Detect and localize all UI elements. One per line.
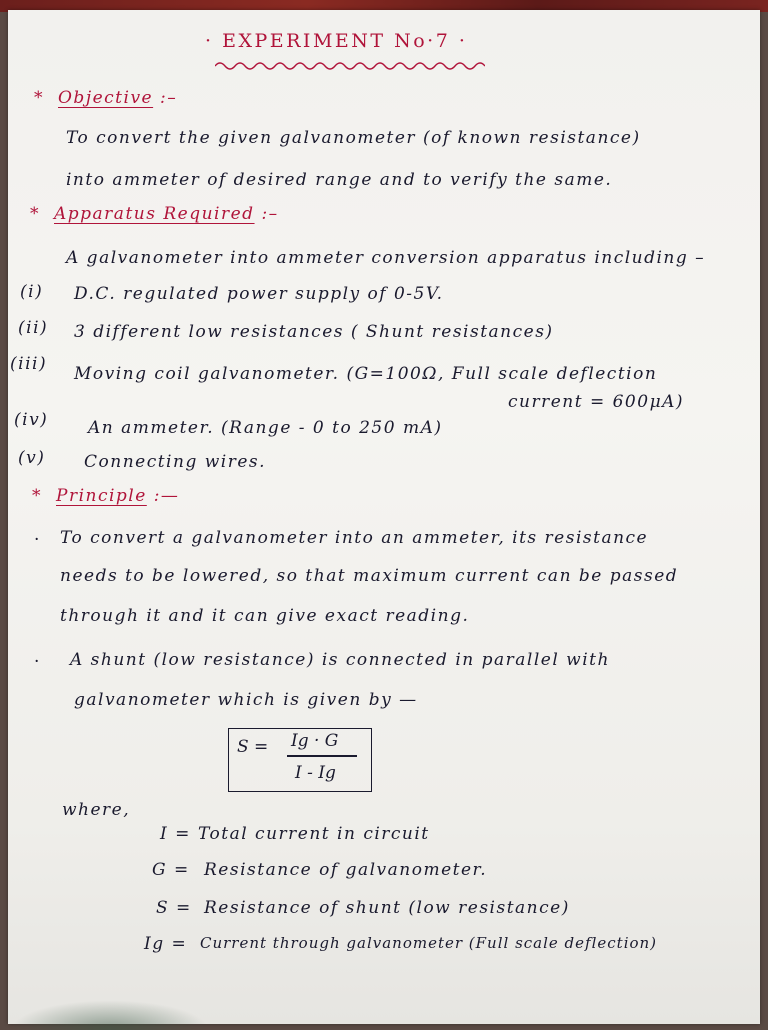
title-underline bbox=[215, 60, 485, 72]
formula-denominator: I - Ig bbox=[295, 763, 336, 783]
apparatus-intro: A galvanometer into ammeter conversion apparatus including – bbox=[66, 248, 706, 268]
apparatus-heading: * Apparatus Required :– bbox=[30, 204, 279, 224]
list-item-number: (iii) bbox=[10, 354, 48, 374]
list-item-number: (iv) bbox=[14, 410, 49, 430]
definition-text: Resistance of shunt (low resistance) bbox=[204, 898, 570, 918]
star-icon: * bbox=[32, 486, 42, 506]
list-item: 3 different low resistances ( Shunt resistances) bbox=[74, 322, 554, 342]
star-icon: * bbox=[34, 88, 44, 108]
principle-line: A shunt (low resistance) is connected in parallel with bbox=[70, 650, 610, 670]
list-item: Connecting wires. bbox=[84, 452, 267, 472]
definition-symbol: I = bbox=[160, 824, 191, 844]
objective-heading: * Objective :– bbox=[34, 88, 178, 108]
list-item: An ammeter. (Range - 0 to 250 mA) bbox=[88, 418, 443, 438]
definition-symbol: G = bbox=[152, 860, 190, 880]
star-icon: * bbox=[30, 204, 40, 224]
list-item-number: (ii) bbox=[18, 318, 49, 338]
fraction-bar bbox=[287, 755, 357, 757]
where-label: where, bbox=[62, 800, 131, 820]
bullet-icon: · bbox=[34, 530, 41, 550]
definition-symbol: Ig = bbox=[144, 934, 188, 954]
principle-line: To convert a galvanometer into an ammeter, its resistance bbox=[60, 528, 649, 548]
bullet-icon: · bbox=[34, 652, 41, 672]
list-item-number: (v) bbox=[18, 448, 46, 468]
list-item-number: (i) bbox=[20, 282, 44, 302]
list-item: Moving coil galvanometer. (G=100Ω, Full scale deflection bbox=[74, 364, 658, 384]
definition-symbol: S = bbox=[156, 898, 192, 918]
objective-line: To convert the given galvanometer (of known resistance) bbox=[66, 128, 641, 148]
principle-line: galvanometer which is given by — bbox=[74, 690, 418, 710]
definition-text: Total current in circuit bbox=[198, 824, 430, 844]
formula-numerator: Ig · G bbox=[291, 731, 339, 751]
principle-heading: * Principle :— bbox=[32, 486, 180, 506]
list-item: current = 600μA) bbox=[508, 392, 685, 412]
formula-lhs: S = bbox=[237, 737, 269, 757]
objective-line: into ammeter of desired range and to verify the same. bbox=[66, 170, 613, 190]
list-item: D.C. regulated power supply of 0-5V. bbox=[74, 284, 444, 304]
principle-line: through it and it can give exact reading. bbox=[60, 606, 470, 626]
principle-line: needs to be lowered, so that maximum current can be passed bbox=[60, 566, 679, 586]
formula-box bbox=[228, 728, 372, 792]
shadow bbox=[10, 1000, 210, 1030]
definition-text: Resistance of galvanometer. bbox=[204, 860, 488, 880]
definition-text: Current through galvanometer (Full scale deflection) bbox=[200, 934, 658, 952]
page-title: · EXPERIMENT No·7 · bbox=[205, 30, 468, 52]
